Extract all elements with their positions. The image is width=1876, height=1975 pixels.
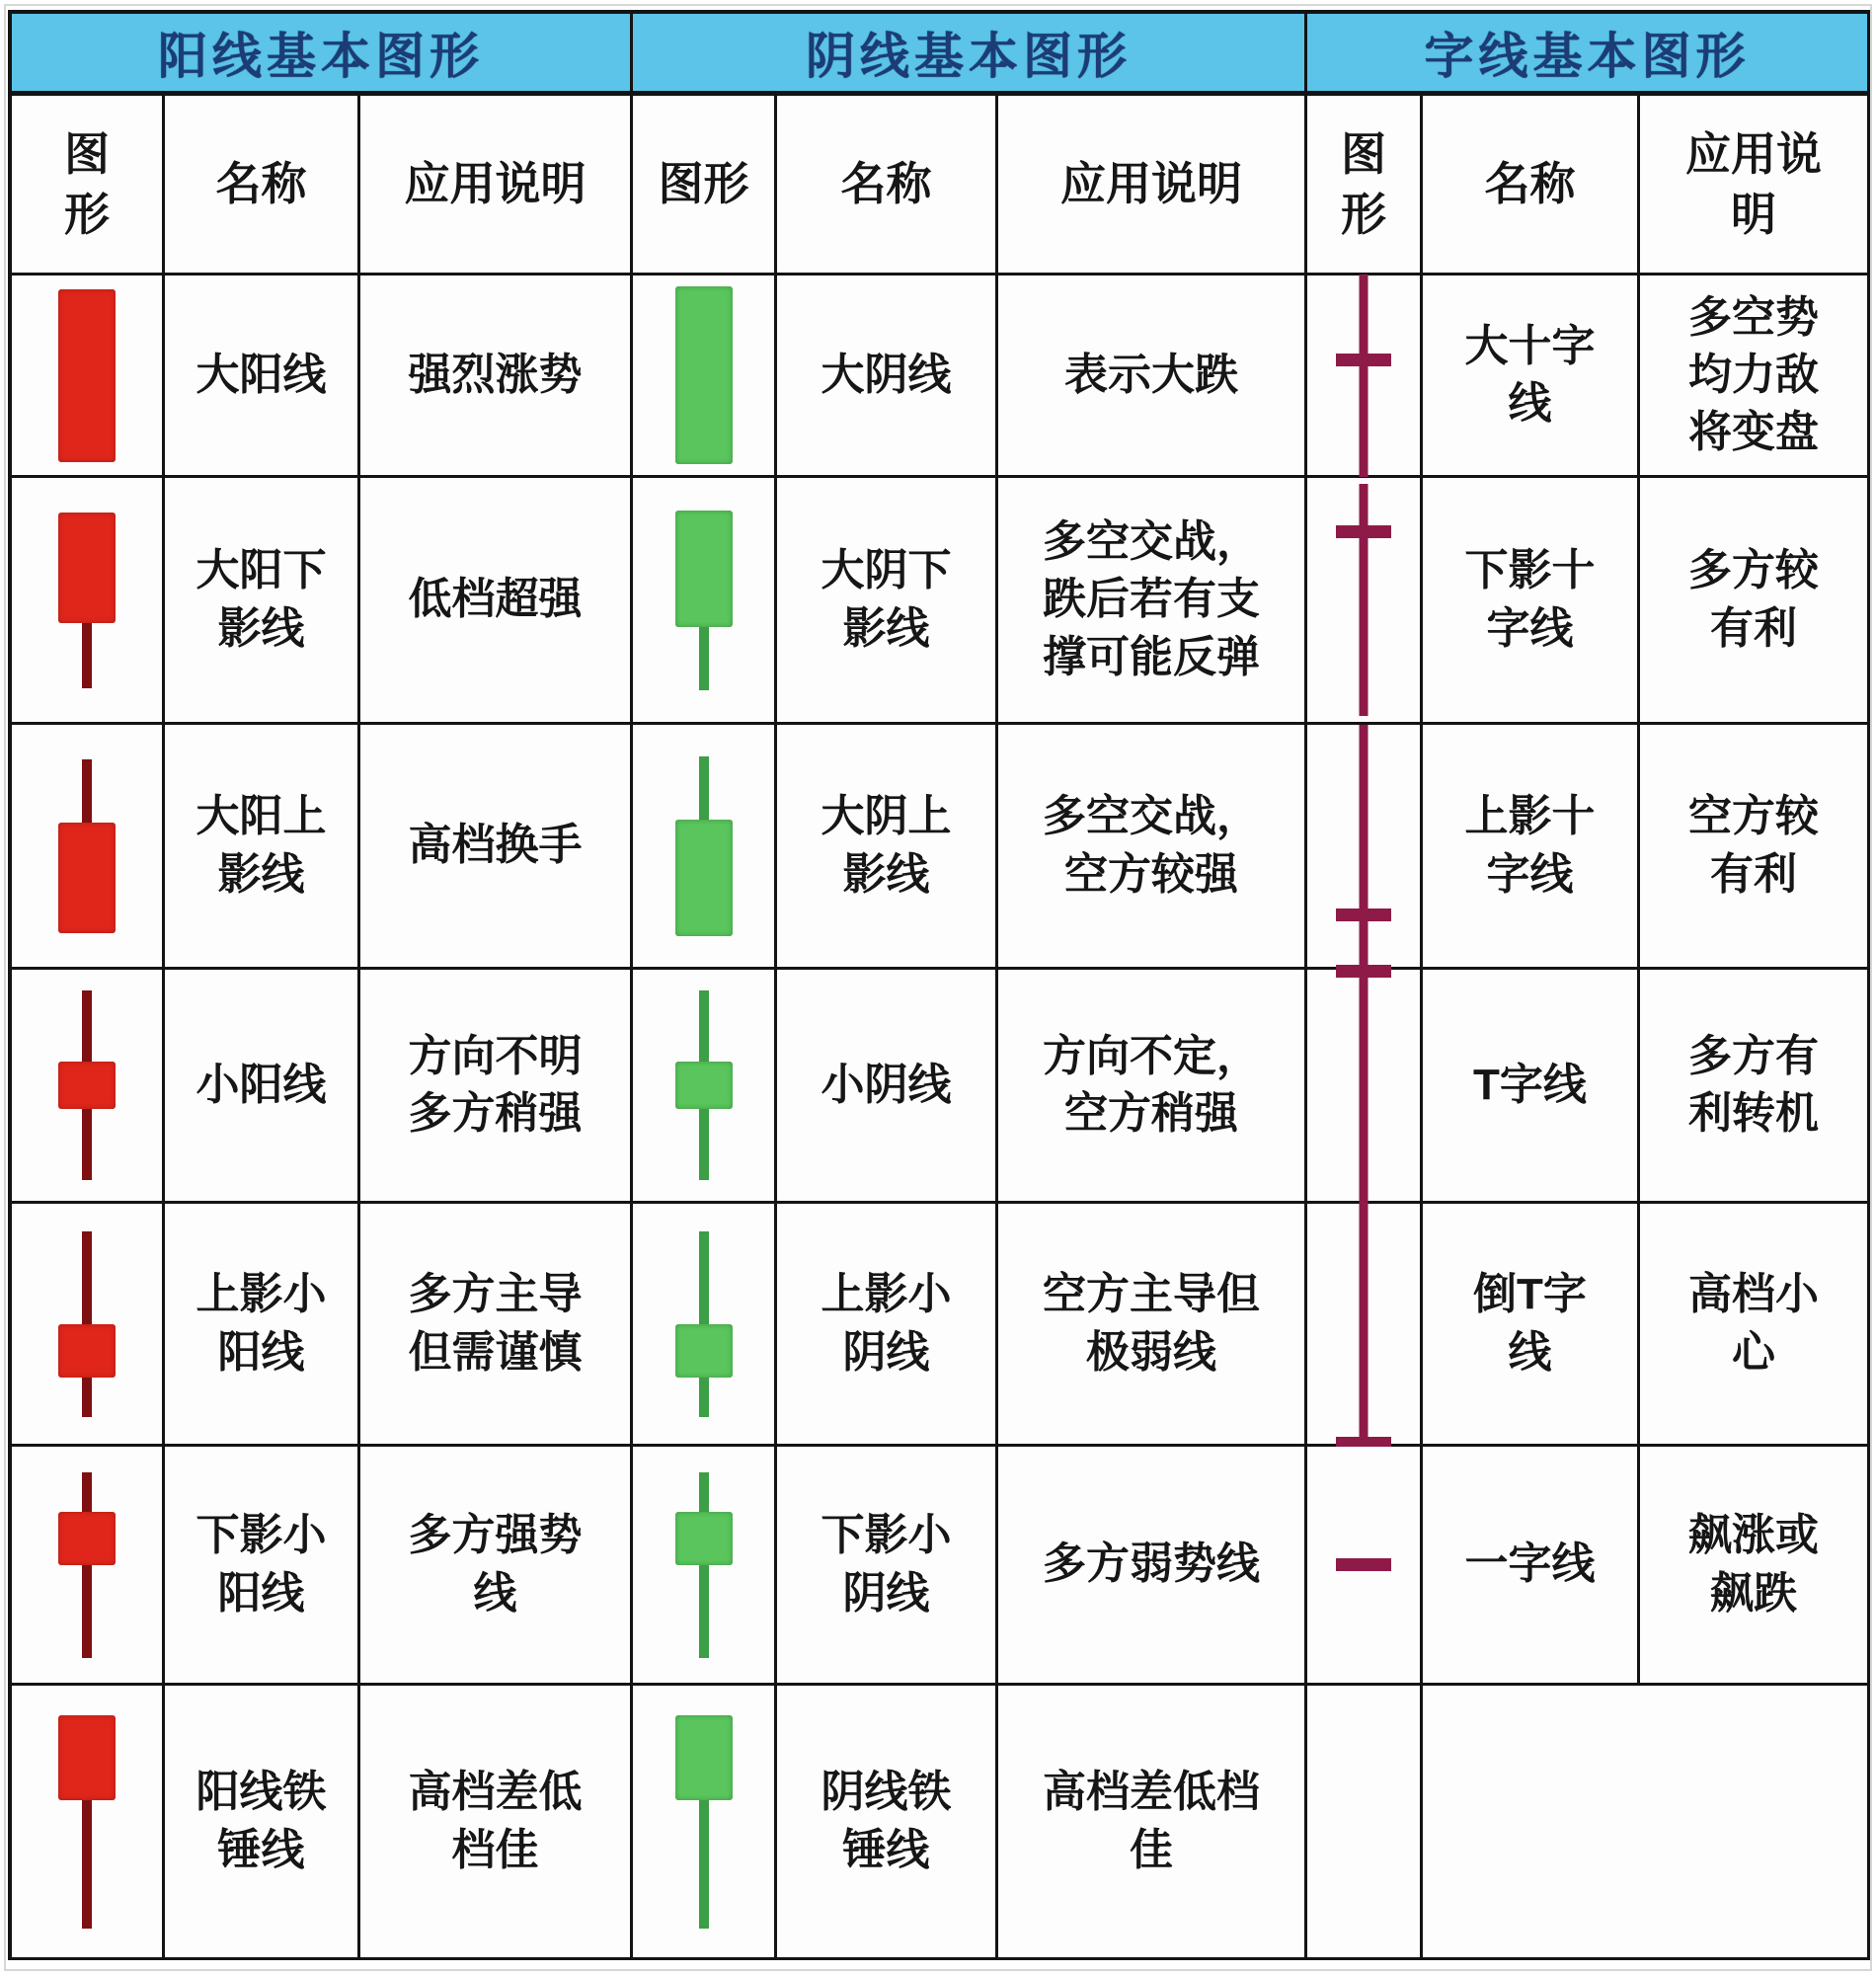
inverted-t-line-icon <box>1336 1198 1391 1450</box>
cell-yang-1-icon <box>12 276 165 478</box>
cell-yin-7-name: 阴线铁锤线 <box>777 1686 998 1960</box>
cell-yang-3-icon <box>12 725 165 970</box>
cell-yang-6-name: 下影小阳线 <box>165 1447 360 1686</box>
section-title: 阴线基本图形 <box>806 29 1132 84</box>
cell-yin-3-name: 大阴上影线 <box>777 725 998 970</box>
section-title: 字线基本图形 <box>1424 29 1751 84</box>
small-yang-lower-shadow-icon <box>58 1472 116 1658</box>
small-yang-candle-icon <box>58 990 116 1180</box>
small-yin-upper-shadow-icon <box>675 1231 733 1417</box>
yin-hammer-icon <box>675 1715 733 1929</box>
cell-yang-5-desc: 多方主导但需谨慎 <box>360 1204 633 1447</box>
cell-yin-6-name: 下影小阴线 <box>777 1447 998 1686</box>
cell-yin-2-icon <box>633 478 777 725</box>
cell-yin-4-desc: 方向不定，空方稍强 <box>998 970 1307 1204</box>
upper-shadow-cross-icon <box>1336 725 1391 967</box>
cell-yang-3-desc: 高档换手 <box>360 725 633 970</box>
colhead-yang-name: 名称 <box>165 96 360 276</box>
cell-doji-5-name: 倒T字线 <box>1423 1204 1640 1447</box>
cell-yin-3-icon <box>633 725 777 970</box>
cell-doji-2-name: 下影十字线 <box>1423 478 1640 725</box>
cell-doji-1-name: 大十字线 <box>1423 276 1640 478</box>
cell-yang-4-desc: 方向不明多方稍强 <box>360 970 633 1204</box>
yin-candle-upper-shadow-icon <box>675 756 733 936</box>
cell-yin-4-name: 小阴线 <box>777 970 998 1204</box>
cell-yang-2-desc: 低档超强 <box>360 478 633 725</box>
cell-yin-5-desc: 空方主导但极弱线 <box>998 1204 1307 1447</box>
cell-yang-5-name: 上影小阳线 <box>165 1204 360 1447</box>
colhead-yin-desc: 应用说明 <box>998 96 1307 276</box>
cell-yang-3-name: 大阳上影线 <box>165 725 360 970</box>
cell-doji-1-desc: 多空势均力敌将变盘 <box>1640 276 1870 478</box>
colhead-yin-icon: 图形 <box>633 96 777 276</box>
cell-doji-2-desc: 多方较有利 <box>1640 478 1870 725</box>
cell-yin-2-desc: 多空交战，跌后若有支撑可能反弹 <box>998 478 1307 725</box>
cell-yin-1-desc: 表示大跌 <box>998 276 1307 478</box>
yang-hammer-icon <box>58 1715 116 1929</box>
yin-candle-lower-shadow-icon <box>675 511 733 690</box>
flat-line-icon <box>1336 1558 1391 1571</box>
cell-doji-6-icon <box>1307 1447 1423 1686</box>
cell-doji-7-name <box>1423 1686 1640 1960</box>
cell-doji-7-icon <box>1307 1686 1423 1960</box>
cell-doji-4-icon <box>1307 970 1423 1204</box>
cell-doji-6-name: 一字线 <box>1423 1447 1640 1686</box>
colhead-yang-desc: 应用说明 <box>360 96 633 276</box>
big-yin-candle-icon <box>675 286 733 464</box>
candlestick-patterns-table <box>8 10 1870 1960</box>
cell-doji-6-desc: 飙涨或飙跌 <box>1640 1447 1870 1686</box>
cell-yin-7-desc: 高档差低档佳 <box>998 1686 1307 1960</box>
cell-doji-1-icon <box>1307 276 1423 478</box>
cell-doji-2-icon <box>1307 478 1423 725</box>
colhead-doji-icon: 图形 <box>1307 96 1423 276</box>
section-header-doji <box>1307 14 1870 96</box>
cell-doji-3-desc: 空方较有利 <box>1640 725 1870 970</box>
cell-yang-5-icon <box>12 1204 165 1447</box>
cell-yang-6-desc: 多方强势线 <box>360 1447 633 1686</box>
cell-yin-1-name: 大阴线 <box>777 276 998 478</box>
big-cross-icon <box>1336 275 1391 477</box>
yang-candle-upper-shadow-icon <box>58 759 116 933</box>
cell-doji-5-desc: 高档小心 <box>1640 1204 1870 1447</box>
section-header-yin <box>633 14 1307 96</box>
cell-yin-6-desc: 多方弱势线 <box>998 1447 1307 1686</box>
cell-yin-3-desc: 多空交战，空方较强 <box>998 725 1307 970</box>
cell-yang-7-icon <box>12 1686 165 1960</box>
cell-doji-4-desc: 多方有利转机 <box>1640 970 1870 1204</box>
small-yin-lower-shadow-icon <box>675 1472 733 1658</box>
colhead-doji-desc: 应用说明 <box>1640 96 1870 276</box>
cell-yang-7-desc: 高档差低档佳 <box>360 1686 633 1960</box>
cell-yang-7-name: 阳线铁锤线 <box>165 1686 360 1960</box>
section-header-yang <box>12 14 633 96</box>
cell-yang-1-name: 大阳线 <box>165 276 360 478</box>
colhead-yang-icon: 图形 <box>12 96 165 276</box>
cell-doji-5-icon <box>1307 1204 1423 1447</box>
cell-yang-2-icon <box>12 478 165 725</box>
cell-doji-3-name: 上影十字线 <box>1423 725 1640 970</box>
cell-yin-7-icon <box>633 1686 777 1960</box>
big-yang-candle-icon <box>58 289 116 462</box>
small-yin-candle-icon <box>675 990 733 1180</box>
cell-yin-5-name: 上影小阴线 <box>777 1204 998 1447</box>
cell-yang-4-icon <box>12 970 165 1204</box>
cell-doji-3-icon <box>1307 725 1423 970</box>
cell-doji-4-name: T字线 <box>1423 970 1640 1204</box>
cell-doji-7-desc <box>1640 1686 1870 1960</box>
lower-shadow-cross-icon <box>1336 484 1391 716</box>
cell-yang-1-desc: 强烈涨势 <box>360 276 633 478</box>
colhead-yin-name: 名称 <box>777 96 998 276</box>
cell-yang-2-name: 大阳下影线 <box>165 478 360 725</box>
cell-yin-6-icon <box>633 1447 777 1686</box>
cell-yang-4-name: 小阳线 <box>165 970 360 1204</box>
cell-yin-1-icon <box>633 276 777 478</box>
cell-yang-6-icon <box>12 1447 165 1686</box>
cell-yin-5-icon <box>633 1204 777 1447</box>
section-title: 阳线基本图形 <box>158 29 484 84</box>
colhead-doji-name: 名称 <box>1423 96 1640 276</box>
cell-yin-2-name: 大阴下影线 <box>777 478 998 725</box>
t-line-icon <box>1336 965 1391 1207</box>
cell-yin-4-icon <box>633 970 777 1204</box>
yang-candle-lower-shadow-icon <box>58 513 116 688</box>
small-yang-upper-shadow-icon <box>58 1231 116 1417</box>
